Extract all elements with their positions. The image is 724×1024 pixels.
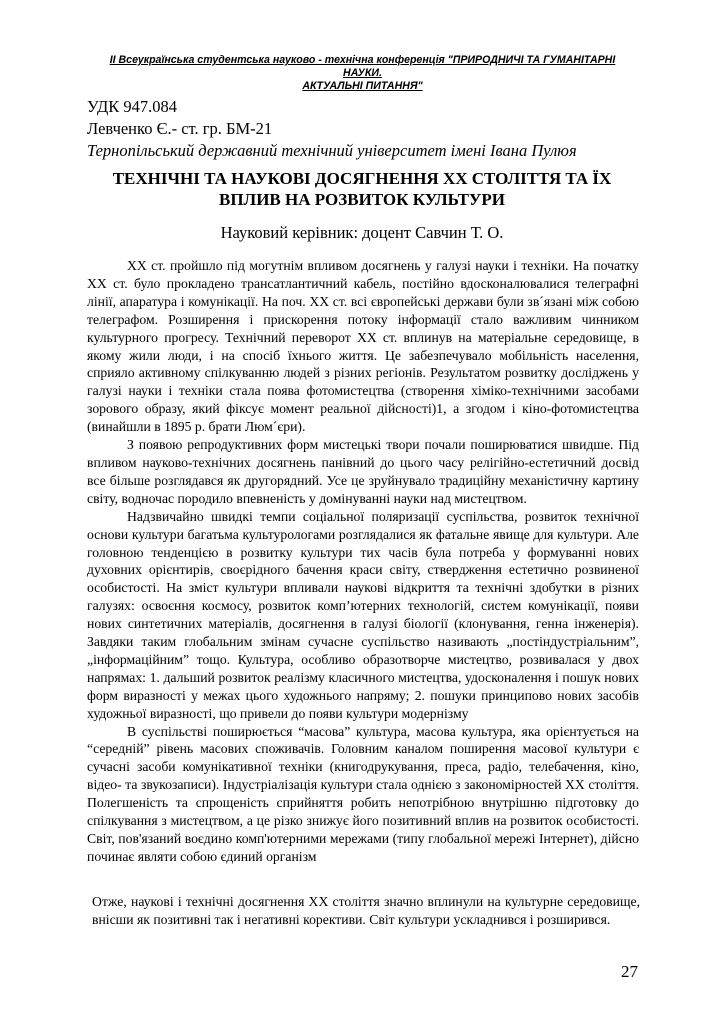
article-meta bbox=[87, 96, 577, 162]
university-line: Тернопільський державний технічний університет імені Івана Пулюя bbox=[87, 141, 577, 160]
conclusion-paragraph: Отже, наукові і технічні досягнення XX століття значно вплинули на культурне середовище, внісши як позитивні так і негативні корективи. Світ культури ускладнився і розширився. bbox=[92, 894, 640, 927]
conference-header bbox=[95, 54, 630, 93]
conclusion-block bbox=[92, 893, 640, 929]
body-paragraph: З появою репродуктивних форм мистецькі твори почали поширюватися швидше. Під впливом науково-технічних досягнень панівний до цього часу релігійно-естетичний досвід все більше розглядався як другорядний. Усе це зруйнувало традиційну механістичну картину світу, водночас породило впевненість у домінуванні науки над мистецтвом. bbox=[87, 437, 639, 506]
article-title-line-1: ТЕХНІЧНІ ТА НАУКОВІ ДОСЯГНЕННЯ ХХ СТОЛІТТЯ ТА ЇХ bbox=[112, 169, 612, 188]
udc-code: УДК 947.084 bbox=[87, 97, 178, 116]
page-number: 27 bbox=[621, 962, 638, 981]
body-paragraph: В суспільстві поширюється “масова” культура, масова культура, яка орієнтується на “середній” рівень масових споживачів. Головним каналом поширення масової культури є сучасні засоби комунікативної техніки (книгодрукування, преса, радіо, телебачення, кіно, відео- та звукозаписи). Індустріалізація культури стала однією з закономірностей XX століття. Полегшеність та спрощеність сприйняття робить непотрібною внутрішню підготовку до спілкування з мистецтвом, а це різко знижує його позитивний вплив на розвиток особистості. Світ, пов'язаний воєдино комп'ютерними мережами (типу глобальної мережі Інтернет), дійсно починає являти собою єдиний організм bbox=[87, 723, 639, 864]
article-title-line-2: ВПЛИВ НА РОЗВИТОК КУЛЬТУРИ bbox=[218, 190, 506, 209]
conference-header-line-1: ІІ Всеукраїнська студентська науково - технічна конференція "ПРИРОДНИЧІ ТА ГУМАНІТАРНІ НАУКИ. bbox=[109, 54, 616, 79]
body-paragraph: Надзвичайно швидкі темпи соціальної поляризації суспільства, розвиток технічної основи культури багатьма культурологами розглядалися як фатальне явище для культури. Але головною тенденцією в розвитку культури тих часів була потреба у формуванні нових духовних орієнтирів, своєрідного бачення краси світу, ствердження естетично розвиненої особистості. На зміст культури впливали наукові відкриття та технічні здобутки в різних галузях: освоєння космосу, розвиток комп’ютерних технологій, систем комунікації, появи нових синтетичних матеріалів, досягнення в галузі біології (клонування, генна інженерія). Завдяки таким глобальним змінам сучасне суспільство називають „постіндустріальним”, „інформаційним” тощо. Культура, особливо образотворче мистецтво, розвивалася у двох напрямах: 1. дальший розвиток реалізму класичного мистецтва, удосконалення і пошук нових форм виразності у межах цього художнього напряму; 2. пошуки принципово нових засобів художньої виразності, що привели до появи культури модернізму bbox=[87, 508, 639, 721]
article-body bbox=[87, 257, 639, 866]
article-title bbox=[87, 168, 637, 210]
conference-header-line-2: АКТУАЛЬНІ ПИТАННЯ" bbox=[302, 80, 423, 92]
body-paragraph: XX ст. пройшло під могутнім впливом досягнень у галузі науки і техніки. На початку XX ст. було прокладено трансатлантичний кабель, постійно вдосконалювалися телеграфні лінії, апаратура і комунікації. На поч. XX ст. всі європейські держави були зв´язані між собою телеграфом. Розширення і прискорення потоку інформації стало важливим чинником культурного прогресу. Технічний переворот XX ст. вплинув на матеріальне середовище, в якому жили люди, і на спосіб їхнього життя. Це забезпечувало мобільність населення, сприяло активному спілкуванню людей з різних регіонів. Результатом розвитку досліджень у галузі науки і техніки стала поява фотомистецтва (створення хіміко-технічними засобами зорового образу, який фіксує момент реальної дійсності)1, а згодом і кіно-фотомистецтва (винайшли в 1895 р. брати Люм´єри). bbox=[87, 258, 639, 435]
author-line: Левченко Є.- ст. гр. БМ-21 bbox=[87, 119, 273, 138]
supervisor-line: Науковий керівник: доцент Савчин Т. О. bbox=[220, 223, 504, 242]
